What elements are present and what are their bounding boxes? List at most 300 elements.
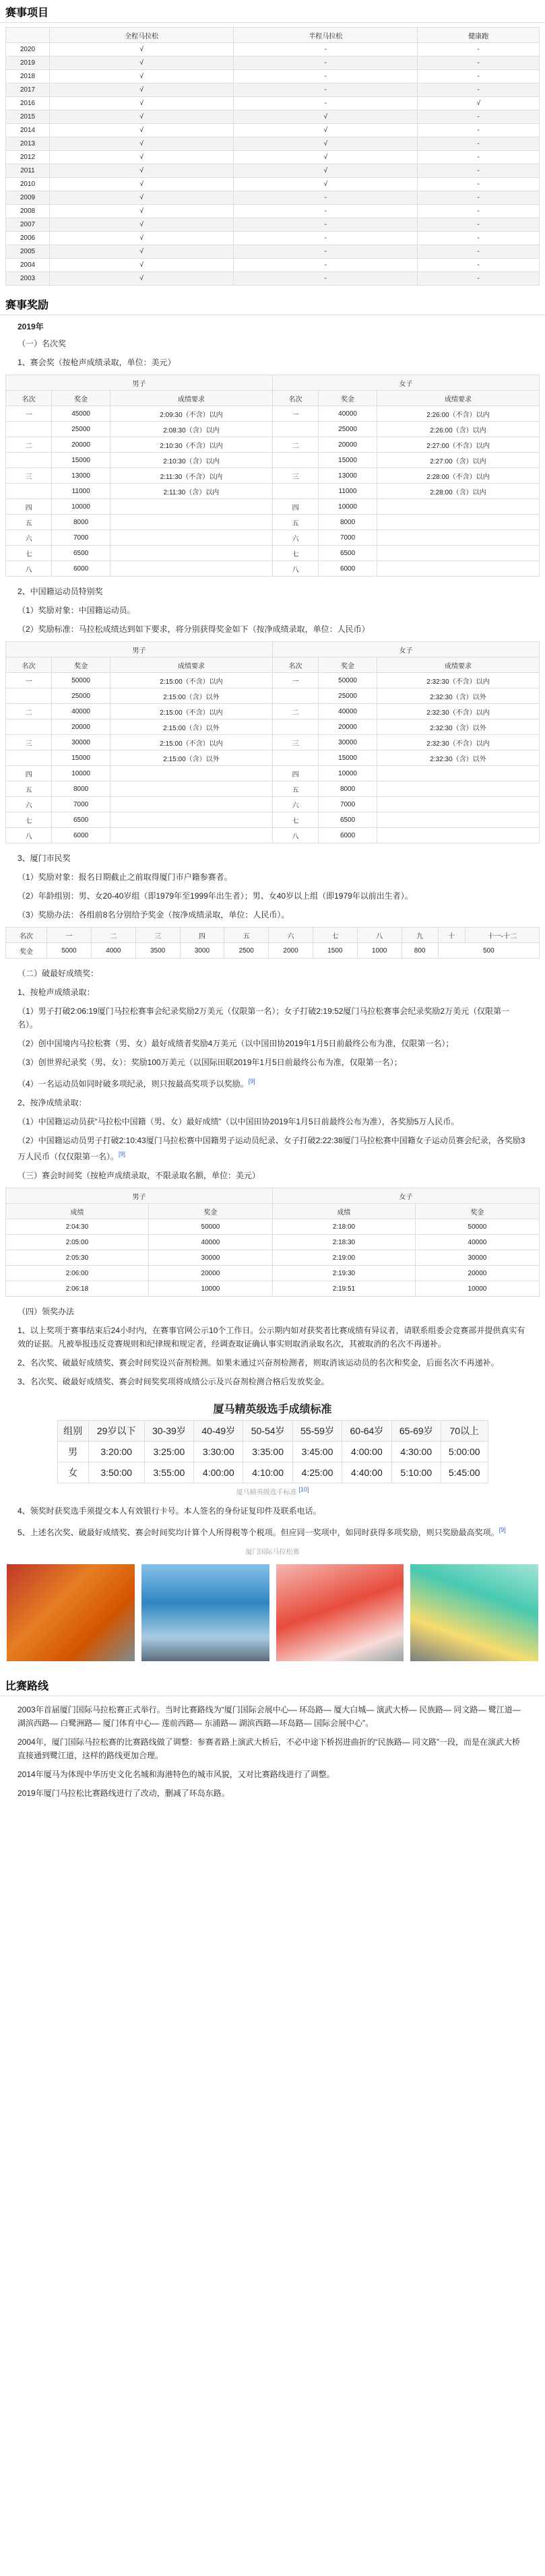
table-cell: 2016 — [6, 97, 50, 110]
table-cell: - — [418, 191, 540, 205]
table-cell: 2008 — [6, 205, 50, 218]
table-cell: 6000 — [319, 561, 377, 577]
table-cell: √ — [50, 43, 234, 57]
table-cell: - — [234, 272, 418, 286]
table-cell: 10000 — [52, 766, 110, 781]
table-row — [6, 453, 540, 468]
table-header-cell: 六 — [269, 928, 313, 943]
table-cell: 2010 — [6, 178, 50, 191]
table-cell: 20000 — [52, 437, 110, 453]
table-cell: 3:20:00 — [88, 1442, 144, 1462]
table-cell: 二 — [272, 704, 318, 719]
table-cell: 3500 — [135, 943, 180, 959]
table-row — [6, 43, 540, 57]
table-cell: √ — [50, 97, 234, 110]
table-cell: 20000 — [415, 1266, 539, 1281]
table-cell: - — [418, 232, 540, 245]
table-cell: 2:32:30（含）以外 — [377, 750, 539, 766]
table-cell — [6, 688, 52, 704]
table-cell: 八 — [6, 828, 52, 843]
table-cell: 七 — [6, 546, 52, 561]
ref-link[interactable]: [9] — [119, 1151, 126, 1157]
table-cell: 2:19:51 — [272, 1281, 415, 1297]
table-cell — [110, 766, 272, 781]
table-cell: 30000 — [319, 735, 377, 750]
table-row — [6, 719, 540, 735]
table-cell: 10000 — [319, 499, 377, 515]
table-cell: 6000 — [52, 828, 110, 843]
table-cell: 2:32:30（含）以外 — [377, 719, 539, 735]
table-cell: 13000 — [52, 468, 110, 484]
table-cell: - — [418, 70, 540, 84]
award-table-1 — [5, 375, 540, 577]
table-cell: √ — [50, 151, 234, 164]
table-cell: - — [418, 164, 540, 178]
table-cell — [110, 812, 272, 828]
table-cell: 2015 — [6, 110, 50, 124]
table-cell — [377, 515, 539, 530]
table-cell — [6, 484, 52, 499]
table-cell: 七 — [272, 546, 318, 561]
table-cell: 五 — [6, 781, 52, 797]
table-cell: 4:00:00 — [342, 1442, 391, 1462]
table-cell: - — [234, 43, 418, 57]
table-header-cell: 奖金 — [319, 657, 377, 673]
table-cell: 15000 — [319, 453, 377, 468]
table-cell — [110, 797, 272, 812]
awards-s2-2: 2、按净成绩录取： — [18, 1098, 87, 1107]
ref-link[interactable]: [9] — [248, 1078, 255, 1085]
table-cell: 40000 — [52, 704, 110, 719]
table-header-cell: 29岁以下 — [88, 1421, 144, 1442]
ref-link[interactable]: [9] — [499, 1526, 506, 1534]
table-cell: 2:08:30（含）以内 — [110, 422, 272, 437]
awards-s2-1b: （2）创中国境内马拉松赛（男、女）最好成绩者奖励4万美元（以中国田协2019年1月5日前最终公布为准，仅限第一名）； — [18, 1039, 454, 1048]
table-cell: √ — [50, 164, 234, 178]
table-cell: 20000 — [148, 1266, 272, 1281]
table-cell: 6500 — [52, 812, 110, 828]
table-cell: 2:11:30（不含）以内 — [110, 468, 272, 484]
table-cell: - — [418, 57, 540, 70]
awards-s1-3b: （2）年龄组别：男、女20-40岁组（即1979年至1999年出生者）；男、女40岁以上组（即1979年以前出生者）。 — [18, 891, 413, 901]
table-cell: 50000 — [52, 673, 110, 688]
photo-4[interactable] — [410, 1564, 538, 1661]
table-cell: 2007 — [6, 218, 50, 232]
table-cell: 2012 — [6, 151, 50, 164]
table-cell: 2500 — [224, 943, 269, 959]
awards-s3: （三）赛会时间奖（按枪声成绩录取，不限录取名额，单位：美元） — [18, 1171, 261, 1180]
table-cell: 2003 — [6, 272, 50, 286]
table-row — [6, 406, 540, 422]
table-cell: 25000 — [319, 422, 377, 437]
t4-male: 男子 — [6, 1188, 273, 1204]
table-cell: 45000 — [52, 406, 110, 422]
table-cell: √ — [50, 218, 234, 232]
awards-s4-5: 5、上述名次奖、破最好成绩奖、赛会时间奖均计算个人所得税等个税项。但应同一奖项中，如同时获得多项奖励，则只奖励最高奖项。[9] — [18, 1526, 506, 1538]
table-cell: 800 — [402, 943, 438, 959]
table-cell: 2019 — [6, 57, 50, 70]
table-cell: 6500 — [52, 546, 110, 561]
table-header-cell: 55-59岁 — [292, 1421, 342, 1442]
table-cell: 三 — [272, 735, 318, 750]
table-cell: 2:06:00 — [6, 1266, 149, 1281]
table-header-cell: 十一-十二 — [465, 928, 539, 943]
table-header-cell: 全程马拉松 — [50, 28, 234, 43]
awards-s2-1c: （3）创世界纪录奖（男、女）：奖励100万美元（以国际田联2019年1月5日前最终公布为准，仅限第一名）； — [18, 1058, 402, 1067]
table-cell: √ — [50, 84, 234, 97]
table-cell: - — [418, 137, 540, 151]
table-cell — [272, 719, 318, 735]
table-row — [6, 97, 540, 110]
awards-s1-2b: （2）奖励标准：马拉松成绩达到如下要求，将分别获得奖金如下（按净成绩录取，单位：人民币） — [18, 624, 370, 634]
table-cell — [272, 750, 318, 766]
table-row — [6, 124, 540, 137]
table-header-cell: 奖金 — [319, 391, 377, 406]
table-row — [6, 110, 540, 124]
awards-year: 2019年 — [18, 322, 44, 331]
table-cell: - — [418, 124, 540, 137]
table-cell: 5:00:00 — [441, 1442, 488, 1462]
table-cell: 男 — [57, 1442, 88, 1462]
table-cell: 25000 — [319, 688, 377, 704]
awards-s4-4: 4、领奖时获奖选手须提交本人有效银行卡号。本人签名的身份证复印件及联系电话。 — [18, 1506, 321, 1516]
table-cell: - — [234, 259, 418, 272]
table-cell: 一 — [6, 673, 52, 688]
table-row — [6, 530, 540, 546]
table-cell: √ — [234, 178, 418, 191]
table-cell: 11000 — [319, 484, 377, 499]
table-cell: - — [234, 232, 418, 245]
table-header-cell: 成绩要求 — [110, 657, 272, 673]
table-cell — [6, 750, 52, 766]
table-cell — [110, 530, 272, 546]
table-cell: 2:10:30（含）以内 — [110, 453, 272, 468]
table-row — [6, 499, 540, 515]
awards-s2: （二）破最好成绩奖： — [18, 969, 99, 978]
table-cell: 2011 — [6, 164, 50, 178]
table-header-cell: 九 — [402, 928, 438, 943]
table-cell: √ — [50, 124, 234, 137]
table-cell: 2:11:30（含）以内 — [110, 484, 272, 499]
table-cell: 6500 — [319, 812, 377, 828]
table-cell — [377, 812, 539, 828]
table-header-cell: 五 — [224, 928, 269, 943]
table-header-cell: 成绩 — [272, 1204, 415, 1219]
section-title-schedule: 赛事项目 — [0, 0, 545, 23]
table-cell — [110, 781, 272, 797]
table-cell: 25000 — [52, 422, 110, 437]
table-header-cell: 四 — [180, 928, 224, 943]
table-cell: √ — [234, 151, 418, 164]
table-cell: 四 — [272, 766, 318, 781]
table-cell: 七 — [6, 812, 52, 828]
table-row — [6, 812, 540, 828]
table-cell: 四 — [6, 499, 52, 515]
table-header-cell: 半程马拉松 — [234, 28, 418, 43]
table-cell: 一 — [272, 406, 318, 422]
table-cell: 20000 — [319, 437, 377, 453]
table-cell: 4:30:00 — [391, 1442, 441, 1462]
table-cell: 2013 — [6, 137, 50, 151]
table-cell: 2:27:00（含）以内 — [377, 453, 539, 468]
table-cell — [272, 422, 318, 437]
table-cell — [377, 530, 539, 546]
table-header-cell: 七 — [313, 928, 357, 943]
table-row — [6, 137, 540, 151]
table-cell — [272, 484, 318, 499]
table-cell — [377, 766, 539, 781]
table-cell: 30000 — [415, 1250, 539, 1266]
table-header-cell: 名次 — [6, 391, 52, 406]
table-header-cell: 健康跑 — [418, 28, 540, 43]
table-cell: - — [234, 191, 418, 205]
table-header-cell: 成绩要求 — [110, 391, 272, 406]
table-cell: √ — [50, 232, 234, 245]
table-row — [6, 797, 540, 812]
table-cell: 6000 — [319, 828, 377, 843]
table-row — [6, 272, 540, 286]
table-cell — [110, 828, 272, 843]
awards-s4-3: 3、名次奖、破最好成绩奖、赛会时间奖奖项将成绩公示及兴奋剂检测合格后发放奖金。 — [18, 1377, 329, 1386]
table-cell: - — [418, 178, 540, 191]
table-cell — [6, 719, 52, 735]
table-cell: 7000 — [319, 530, 377, 546]
table-cell: 3:35:00 — [243, 1442, 292, 1462]
table-row — [6, 781, 540, 797]
table-cell: 奖金 — [6, 943, 47, 959]
awards-s4: （四）领奖办法 — [18, 1307, 75, 1316]
table-cell: 15000 — [319, 750, 377, 766]
table-cell: √ — [50, 259, 234, 272]
table-cell: 七 — [272, 812, 318, 828]
table-cell: 50000 — [415, 1219, 539, 1235]
ref-link[interactable]: [10] — [298, 1486, 309, 1493]
table-cell: 8000 — [52, 781, 110, 797]
table-cell: 50000 — [148, 1219, 272, 1235]
section-title-route: 比赛路线 — [0, 1673, 545, 1696]
table-cell: - — [234, 70, 418, 84]
table-cell: - — [418, 84, 540, 97]
table-cell: 4:25:00 — [292, 1462, 342, 1483]
table-row — [6, 484, 540, 499]
table-cell: 四 — [6, 766, 52, 781]
table-cell — [377, 828, 539, 843]
table-header-cell: 名次 — [6, 657, 52, 673]
table-row — [6, 422, 540, 437]
table-cell: 4:10:00 — [243, 1462, 292, 1483]
table-cell: 5:45:00 — [441, 1462, 488, 1483]
table-row — [6, 673, 540, 688]
table-cell: 五 — [6, 515, 52, 530]
table-cell: 2:32:30（不含）以内 — [377, 673, 539, 688]
table-cell — [110, 515, 272, 530]
table-cell: 40000 — [319, 406, 377, 422]
table-row — [6, 735, 540, 750]
table-cell: 4000 — [91, 943, 135, 959]
table-row — [6, 218, 540, 232]
table-header-cell: 奖金 — [415, 1204, 539, 1219]
route-p2: 2004年，厦门国际马拉松赛的比赛路线做了调整：参赛者路上演武大桥后，不必中途下桥拐进曲折的“民族路— 同文路”一段，而是在演武大桥直接通到鹭江道，这样的路线更加合理。 — [18, 1737, 521, 1761]
table-cell — [272, 453, 318, 468]
award-table-4 — [5, 1188, 540, 1297]
table-cell: √ — [234, 124, 418, 137]
table-header-cell: 二 — [91, 928, 135, 943]
table-header-cell: 名次 — [6, 928, 47, 943]
table-header-cell: 奖金 — [52, 391, 110, 406]
table-cell: 八 — [272, 561, 318, 577]
table-cell: √ — [50, 191, 234, 205]
table-header-cell: 50-54岁 — [243, 1421, 292, 1442]
table-header-cell: 奖金 — [52, 657, 110, 673]
table-cell: 2:09:30（不含）以内 — [110, 406, 272, 422]
table-cell — [272, 688, 318, 704]
table-header-cell: 名次 — [272, 657, 318, 673]
table-cell: √ — [234, 164, 418, 178]
table-cell: - — [234, 245, 418, 259]
table-cell: - — [418, 218, 540, 232]
table-cell: 2:15:00（含）以外 — [110, 719, 272, 735]
table-cell: 2:18:30 — [272, 1235, 415, 1250]
table-cell: 2017 — [6, 84, 50, 97]
table-row — [6, 437, 540, 453]
t5-title: 厦马精英级选手成绩标准 — [213, 1404, 332, 1415]
table-cell: 40000 — [415, 1235, 539, 1250]
table-cell: 2004 — [6, 259, 50, 272]
table-cell: 2:28:00（含）以内 — [377, 484, 539, 499]
table-cell: √ — [50, 70, 234, 84]
table-row — [57, 1462, 488, 1483]
table-cell: 一 — [272, 673, 318, 688]
table-cell: 500 — [438, 943, 539, 959]
table-row — [6, 1281, 540, 1297]
table-cell: √ — [50, 110, 234, 124]
table-cell — [377, 546, 539, 561]
table-row — [6, 1250, 540, 1266]
table-cell: 2:15:00（含）以外 — [110, 688, 272, 704]
table-header-cell: 65-69岁 — [391, 1421, 441, 1442]
table-row — [6, 561, 540, 577]
photo-2[interactable] — [141, 1564, 269, 1661]
table-cell: 2:10:30（不含）以内 — [110, 437, 272, 453]
table-cell: 2000 — [269, 943, 313, 959]
table-row — [6, 468, 540, 484]
table-row — [6, 688, 540, 704]
table-cell: √ — [50, 57, 234, 70]
t2-female: 女子 — [272, 642, 539, 657]
table-cell: 2:27:00（不含）以内 — [377, 437, 539, 453]
table-cell: 7000 — [319, 797, 377, 812]
table-cell: 10000 — [148, 1281, 272, 1297]
t2-male: 男子 — [6, 642, 273, 657]
table-cell: 40000 — [148, 1235, 272, 1250]
table-cell — [377, 797, 539, 812]
table-cell: 一 — [6, 406, 52, 422]
table-cell: 15000 — [52, 453, 110, 468]
table-cell: 4:00:00 — [194, 1462, 243, 1483]
award-table-3 — [5, 927, 540, 959]
table-cell: 2009 — [6, 191, 50, 205]
table-cell: 25000 — [52, 688, 110, 704]
table-cell: 4:40:00 — [342, 1462, 391, 1483]
table-cell: 40000 — [319, 704, 377, 719]
table-row — [6, 151, 540, 164]
t5-caption: 厦马精英级选手标准 [10] — [236, 1486, 309, 1497]
table-cell — [6, 422, 52, 437]
route-p3: 2014年厦马为体现中华历史文化名城和海港特色的城市风貌，又对比赛路线进行了调整。 — [18, 1770, 335, 1780]
table-row — [6, 1219, 540, 1235]
table-cell: 六 — [272, 797, 318, 812]
table-cell — [377, 499, 539, 515]
table-cell: 五 — [272, 781, 318, 797]
table-cell: 三 — [6, 468, 52, 484]
table-cell: 7000 — [52, 530, 110, 546]
table-cell: 20000 — [52, 719, 110, 735]
table-cell: 2:06:18 — [6, 1281, 149, 1297]
table-cell: 1500 — [313, 943, 357, 959]
table-cell: 8000 — [52, 515, 110, 530]
table-cell: √ — [50, 205, 234, 218]
table-header-cell: 八 — [357, 928, 402, 943]
table-cell: 六 — [6, 530, 52, 546]
awards-s2-1a: （1）男子打破2:06:19厦门马拉松赛事会纪录奖励2万美元（仅限第一名）；女子打破2:19:52厦门马拉松赛事会纪录奖励2万美元（仅限第一名）。 — [18, 1006, 510, 1029]
table-cell: 7000 — [52, 797, 110, 812]
table-cell: - — [418, 110, 540, 124]
table-cell: 六 — [6, 797, 52, 812]
table-cell: - — [234, 218, 418, 232]
table-cell: 10000 — [319, 766, 377, 781]
t1-male: 男子 — [6, 375, 273, 391]
photo-caption: 厦门国际马拉松赛 — [245, 1549, 300, 1557]
table-cell — [110, 499, 272, 515]
table-row — [6, 178, 540, 191]
table-row — [6, 766, 540, 781]
table-cell: 2006 — [6, 232, 50, 245]
table-cell: 2:28:00（不含）以内 — [377, 468, 539, 484]
table-row — [6, 232, 540, 245]
awards-s1-1: 1、赛会奖（按枪声成绩录取，单位：美元） — [18, 358, 176, 367]
table-cell: √ — [50, 178, 234, 191]
photo-3[interactable] — [276, 1564, 404, 1661]
awards-s2-1d: （4）一名运动员如同时破多项纪录，则只按最高奖项予以奖励。[9] — [18, 1078, 255, 1089]
awards-s1-2: 2、中国籍运动员特别奖 — [18, 587, 103, 596]
table-cell: - — [418, 245, 540, 259]
table-cell: √ — [234, 110, 418, 124]
t4-female: 女子 — [272, 1188, 539, 1204]
schedule-table — [5, 27, 540, 286]
table-cell: 二 — [272, 437, 318, 453]
table-cell: 2:26:00（不含）以内 — [377, 406, 539, 422]
table-cell: 5:10:00 — [391, 1462, 441, 1483]
table-cell: 2:32:30（不含）以内 — [377, 735, 539, 750]
table-cell: 2:04:30 — [6, 1219, 149, 1235]
table-header-cell: 名次 — [272, 391, 318, 406]
table-cell: 2018 — [6, 70, 50, 84]
table-cell: 2:15:00（含）以外 — [110, 750, 272, 766]
table-row — [6, 191, 540, 205]
table-cell: 六 — [272, 530, 318, 546]
awards-s1-3: 3、厦门市民奖 — [18, 854, 71, 863]
photo-strip — [0, 1561, 545, 1664]
table-cell: 3:45:00 — [292, 1442, 342, 1462]
awards-s2-1: 1、按枪声成绩录取： — [18, 988, 95, 997]
table-cell: 6500 — [319, 546, 377, 561]
table-row — [6, 70, 540, 84]
awards-s4-1: 1、以上奖项于赛事结束后24小时内，在赛事官网公示10个工作日。公示期内如对获奖者比赛成绩有异议者，请联系组委会竞赛部并提供真实有效的证据。凡被举报违反竞赛规则和纪律规和规定者，经调查取证确认事实则取消录取名次，其被取消的名次不再递补。 — [18, 1326, 525, 1349]
photo-1[interactable] — [7, 1564, 135, 1661]
table-cell: 二 — [6, 704, 52, 719]
table-header-cell: 成绩要求 — [377, 657, 539, 673]
table-cell: 2:15:00（不含）以内 — [110, 673, 272, 688]
